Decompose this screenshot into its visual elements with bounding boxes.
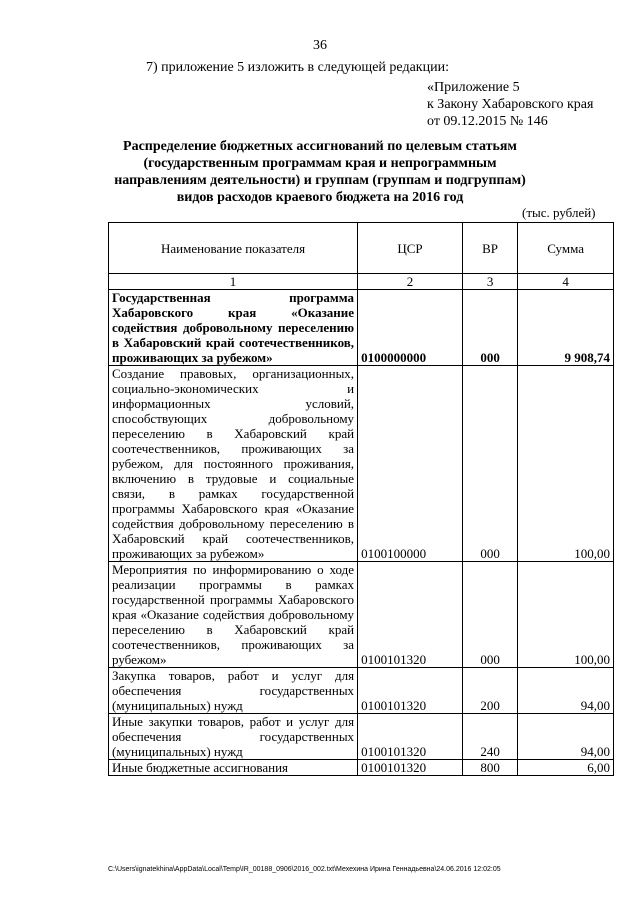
row-csr: 0100101320 — [358, 714, 463, 760]
column-number-row — [109, 274, 614, 290]
row-sum: 9 908,74 — [518, 290, 614, 366]
appendix-line: от 09.12.2015 № 146 — [427, 114, 548, 129]
row-csr: 0100100000 — [358, 366, 463, 562]
column-number: 1 — [109, 274, 358, 290]
column-number: 4 — [518, 274, 614, 290]
intro-line: 7) приложение 5 изложить в следующей редакции: — [146, 60, 449, 75]
row-sum: 100,00 — [518, 562, 614, 668]
row-csr: 0100101320 — [358, 562, 463, 668]
table-row — [109, 714, 614, 760]
row-name: Иные закупки товаров, работ и услуг для обеспечения государственных (муниципальных) нужд — [109, 714, 358, 760]
row-vr: 000 — [463, 562, 518, 668]
row-name: Иные бюджетные ассигнования — [109, 760, 358, 776]
table-header-row — [109, 223, 614, 274]
row-vr: 200 — [463, 668, 518, 714]
document-title: Распределение бюджетных ассигнований по целевым статьям (государственным программам края и непрограммным направлениям деятельности) и группам (группам и подгруппам) видов расходов краевого бюджета на 2016 год — [114, 139, 526, 205]
unit-label: (тыс. рублей) — [522, 205, 596, 220]
table-row — [109, 668, 614, 714]
appendix-reference — [427, 79, 593, 130]
page-number: 36 — [313, 38, 327, 53]
table-row — [109, 290, 614, 366]
table-row — [109, 760, 614, 776]
row-vr: 000 — [463, 366, 518, 562]
column-number: 3 — [463, 274, 518, 290]
table-row — [109, 366, 614, 562]
row-name: Государственная программа Хабаровского края «Оказание содействия добровольному переселению в Хабаровский край соотечественников, проживающих за рубежом» — [109, 290, 358, 366]
header-csr: ЦСР — [358, 223, 463, 274]
appendix-line: к Закону Хабаровского края — [427, 97, 594, 112]
header-name: Наименование показателя — [109, 223, 358, 274]
budget-table — [108, 222, 614, 776]
table-row — [109, 562, 614, 668]
row-name: Закупка товаров, работ и услуг для обеспечения государственных (муниципальных) нужд — [109, 668, 358, 714]
row-sum: 94,00 — [518, 714, 614, 760]
row-sum: 100,00 — [518, 366, 614, 562]
row-sum: 6,00 — [518, 760, 614, 776]
row-sum: 94,00 — [518, 668, 614, 714]
row-csr: 0100101320 — [358, 668, 463, 714]
row-csr: 0100000000 — [358, 290, 463, 366]
row-vr: 800 — [463, 760, 518, 776]
column-number: 2 — [358, 274, 463, 290]
row-vr: 000 — [463, 290, 518, 366]
row-csr: 0100101320 — [358, 760, 463, 776]
row-name: Мероприятия по информированию о ходе реализации программы в рамках государственной программы Хабаровского края «Оказание содействия добровольному переселению в Хабаровский край соотечественников, проживающих за рубежом» — [109, 562, 358, 668]
appendix-line: «Приложение 5 — [427, 80, 520, 95]
header-vr: ВР — [463, 223, 518, 274]
row-vr: 240 — [463, 714, 518, 760]
footer-path: C:\Users\ignatekhina\AppData\Local\Temp\IR_00188_0906\2016_002.txt\Мехехина Ирина Геннадьевна\24.06.2016 12:02:05 — [108, 866, 501, 873]
header-sum: Сумма — [518, 223, 614, 274]
row-name: Создание правовых, организационных, социально-экономических и информационных условий, способствующих добровольному переселению в Хабаровский край соотечественников, проживающих за рубежом, для постоянного проживания, включению в трудовые и социальные связи, в рамках государственной программы Хабаровского края «Оказание содействия добровольному переселению в Хабаровский край соотечественников, проживающих за рубежом» — [109, 366, 358, 562]
